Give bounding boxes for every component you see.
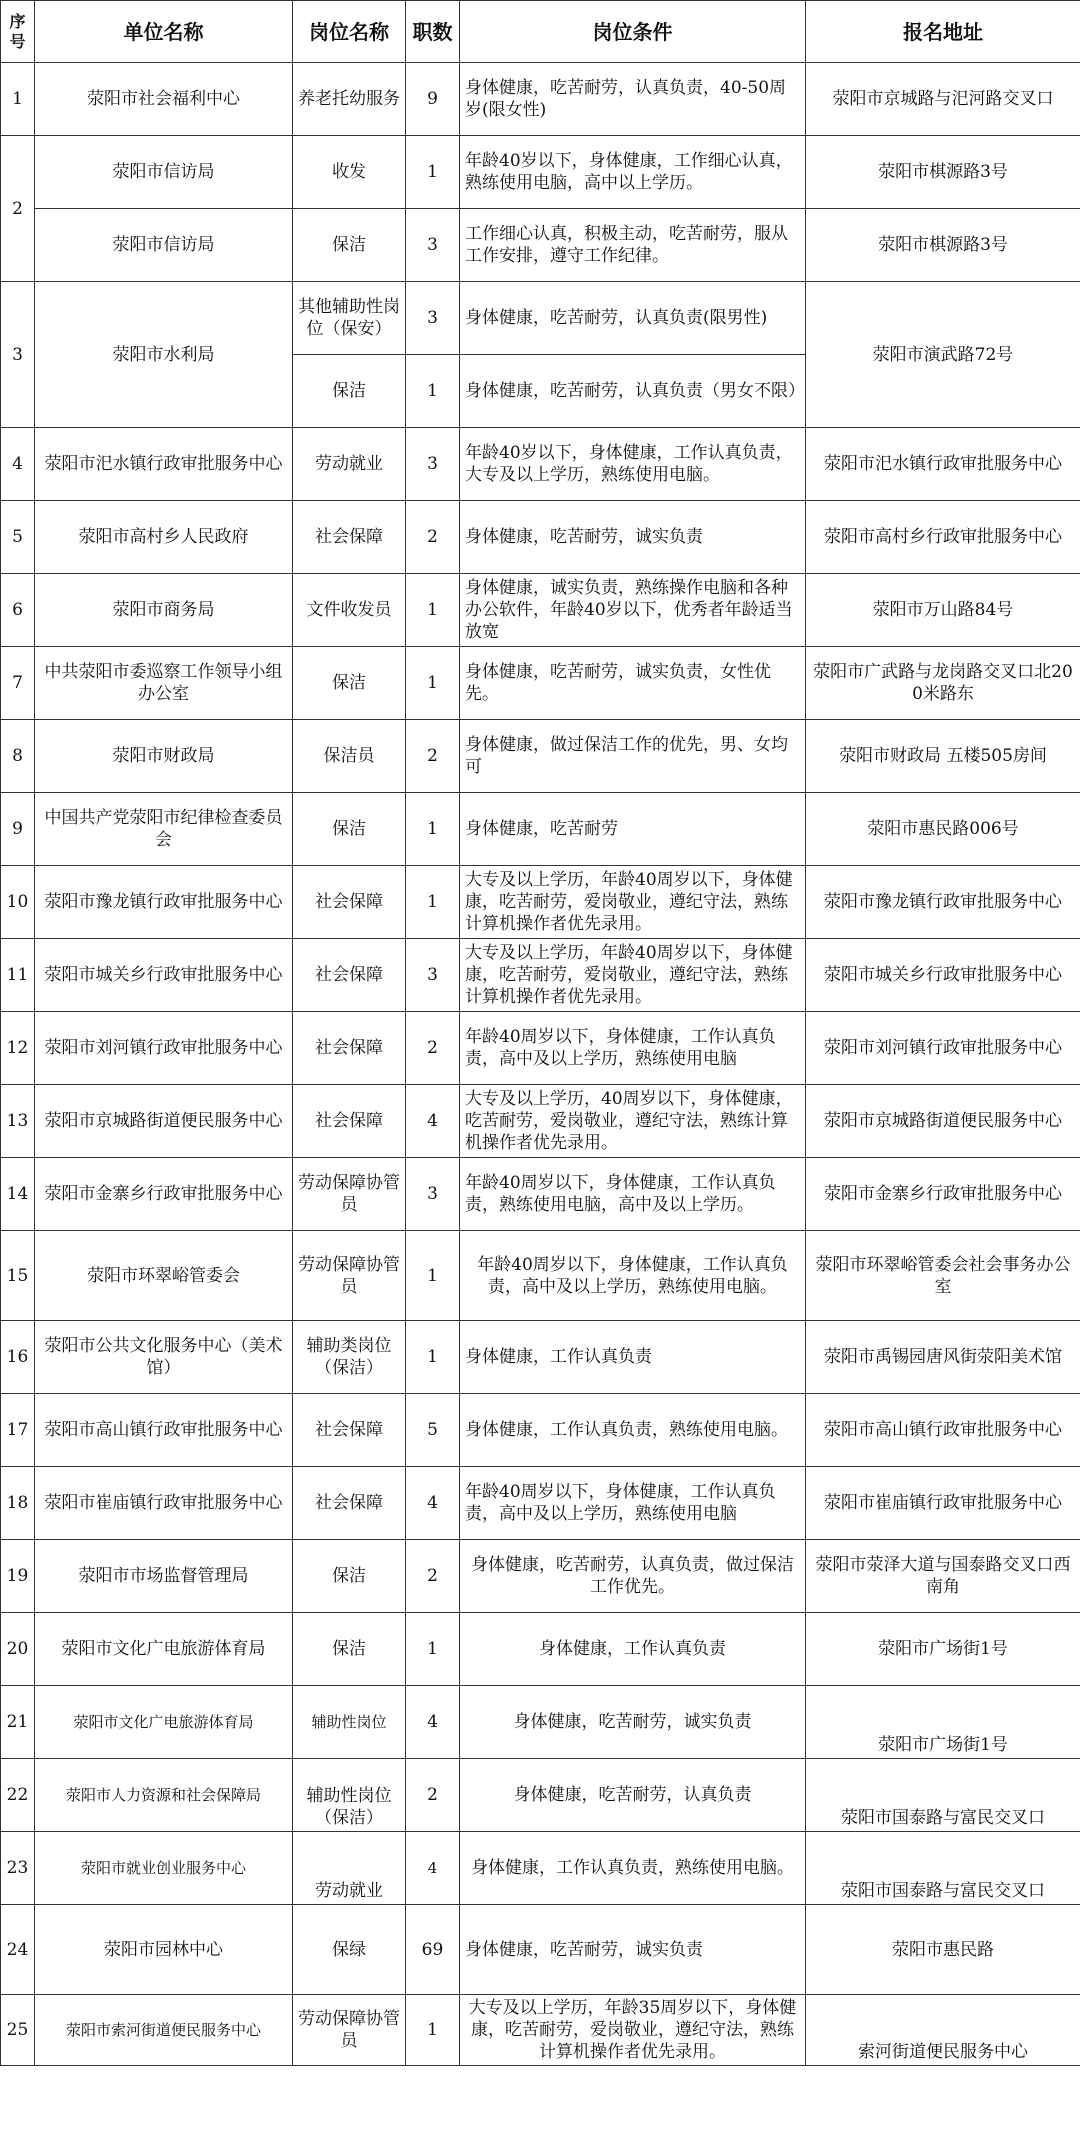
header-row (1, 1, 1080, 63)
unit-name: 荥阳市市场监督管理局 (35, 1540, 293, 1613)
row-no: 13 (1, 1085, 35, 1158)
row-no: 4 (1, 428, 35, 501)
signup-address: 荥阳市国泰路与富民交叉口 (806, 1832, 1080, 1905)
unit-name: 荥阳市高山镇行政审批服务中心 (35, 1394, 293, 1467)
post-count: 4 (406, 1832, 460, 1905)
post-condition: 身体健康，吃苦耐劳，诚实负责，女性优先。 (460, 647, 806, 720)
unit-name: 荥阳市公共文化服务中心（美术馆） (35, 1321, 293, 1394)
post-condition: 身体健康，吃苦耐劳，认真负责，做过保洁工作优先。 (460, 1540, 806, 1613)
unit-name: 中共荥阳市委巡察工作领导小组办公室 (35, 647, 293, 720)
post-name: 辅助性岗位（保洁） (293, 1759, 406, 1832)
row-no: 1 (1, 63, 35, 136)
row-no: 14 (1, 1158, 35, 1231)
table-row (1, 793, 1080, 866)
row-no: 10 (1, 866, 35, 939)
post-condition: 身体健康，诚实负责，熟练操作电脑和各种办公软件，年龄40岁以下，优秀者年龄适当放宽 (460, 574, 806, 647)
header-unit: 单位名称 (35, 1, 293, 63)
post-condition: 身体健康，吃苦耐劳，认真负责（男女不限） (460, 355, 806, 428)
post-condition: 工作细心认真，积极主动，吃苦耐劳，服从工作安排，遵守工作纪律。 (460, 209, 806, 282)
signup-address: 荥阳市高村乡行政审批服务中心 (806, 501, 1080, 574)
post-condition: 身体健康，工作认真负责 (460, 1613, 806, 1686)
post-name: 收发 (293, 136, 406, 209)
post-condition: 大专及以上学历，年龄40周岁以下，身体健康，吃苦耐劳，爱岗敬业，遵纪守法，熟练计算机操作者优先录用。 (460, 866, 806, 939)
post-count: 2 (406, 720, 460, 793)
post-condition: 年龄40岁以下，身体健康，工作认真负责，大专及以上学历，熟练使用电脑。 (460, 428, 806, 501)
post-count: 4 (406, 1467, 460, 1540)
post-name: 社会保障 (293, 501, 406, 574)
signup-address: 荥阳市荥泽大道与国泰路交叉口西南角 (806, 1540, 1080, 1613)
post-name: 保洁 (293, 1540, 406, 1613)
table-row (1, 647, 1080, 720)
post-condition: 年龄40周岁以下，身体健康，工作认真负责，高中及以上学历，熟练使用电脑 (460, 1467, 806, 1540)
table-row (1, 428, 1080, 501)
table-row (1, 1832, 1080, 1905)
signup-address: 荥阳市财政局 五楼505房间 (806, 720, 1080, 793)
signup-address: 荥阳市禹锡园唐风街荥阳美术馆 (806, 1321, 1080, 1394)
post-count: 4 (406, 1085, 460, 1158)
row-no: 19 (1, 1540, 35, 1613)
post-name: 文件收发员 (293, 574, 406, 647)
post-name: 保洁 (293, 647, 406, 720)
table-row (1, 866, 1080, 939)
unit-name: 荥阳市文化广电旅游体育局 (35, 1686, 293, 1759)
post-name: 保洁 (293, 793, 406, 866)
table-row (1, 63, 1080, 136)
table-row (1, 1012, 1080, 1085)
unit-name: 荥阳市金寨乡行政审批服务中心 (35, 1158, 293, 1231)
signup-address: 荥阳市棋源路3号 (806, 136, 1080, 209)
row-no: 22 (1, 1759, 35, 1832)
unit-name: 荥阳市崔庙镇行政审批服务中心 (35, 1467, 293, 1540)
post-name: 劳动就业 (293, 428, 406, 501)
row-no: 8 (1, 720, 35, 793)
unit-name: 荥阳市信访局 (35, 136, 293, 209)
post-count: 1 (406, 1321, 460, 1394)
unit-name: 荥阳市商务局 (35, 574, 293, 647)
post-name: 社会保障 (293, 1394, 406, 1467)
post-count: 2 (406, 501, 460, 574)
signup-address: 荥阳市万山路84号 (806, 574, 1080, 647)
table-row (1, 1085, 1080, 1158)
row-no: 21 (1, 1686, 35, 1759)
post-name: 社会保障 (293, 1012, 406, 1085)
unit-name: 荥阳市就业创业服务中心 (35, 1832, 293, 1905)
post-condition: 年龄40岁以下，身体健康，工作细心认真，熟练使用电脑，高中以上学历。 (460, 136, 806, 209)
row-no: 20 (1, 1613, 35, 1686)
post-count: 9 (406, 63, 460, 136)
signup-address: 荥阳市环翠峪管委会社会事务办公室 (806, 1231, 1080, 1321)
post-condition: 大专及以上学历，40周岁以下，身体健康，吃苦耐劳，爱岗敬业，遵纪守法，熟练计算机操作者优先录用。 (460, 1085, 806, 1158)
post-name: 社会保障 (293, 1467, 406, 1540)
unit-name: 荥阳市城关乡行政审批服务中心 (35, 939, 293, 1012)
post-name: 保绿 (293, 1905, 406, 1995)
post-count: 3 (406, 1158, 460, 1231)
unit-name: 荥阳市水利局 (35, 282, 293, 428)
post-name: 保洁 (293, 355, 406, 428)
table-row (1, 1231, 1080, 1321)
table-row (1, 1540, 1080, 1613)
table-row (1, 136, 1080, 209)
post-condition: 身体健康，工作认真负责 (460, 1321, 806, 1394)
row-no: 6 (1, 574, 35, 647)
post-count: 1 (406, 647, 460, 720)
post-count: 1 (406, 136, 460, 209)
post-count: 3 (406, 939, 460, 1012)
post-condition: 年龄40周岁以下，身体健康，工作认真负责，熟练使用电脑，高中及以上学历。 (460, 1158, 806, 1231)
table-row (1, 1321, 1080, 1394)
post-name: 辅助性岗位 (293, 1686, 406, 1759)
post-count: 4 (406, 1686, 460, 1759)
signup-address: 荥阳市广场街1号 (806, 1613, 1080, 1686)
signup-address: 荥阳市演武路72号 (806, 282, 1080, 428)
signup-address: 荥阳市刘河镇行政审批服务中心 (806, 1012, 1080, 1085)
table-row (1, 1158, 1080, 1231)
post-count: 1 (406, 793, 460, 866)
post-name: 辅助类岗位（保洁） (293, 1321, 406, 1394)
signup-address: 荥阳市崔庙镇行政审批服务中心 (806, 1467, 1080, 1540)
post-count: 2 (406, 1540, 460, 1613)
post-count: 69 (406, 1905, 460, 1995)
row-no: 25 (1, 1995, 35, 2066)
signup-address: 荥阳市高山镇行政审批服务中心 (806, 1394, 1080, 1467)
signup-address: 荥阳市京城路与汜河路交叉口 (806, 63, 1080, 136)
signup-address: 荥阳市广武路与龙岗路交叉口北200米路东 (806, 647, 1080, 720)
post-condition: 大专及以上学历，年龄40周岁以下，身体健康，吃苦耐劳，爱岗敬业，遵纪守法，熟练计算机操作者优先录用。 (460, 939, 806, 1012)
signup-address: 荥阳市汜水镇行政审批服务中心 (806, 428, 1080, 501)
signup-address: 荥阳市广场街1号 (806, 1686, 1080, 1759)
signup-address: 荥阳市豫龙镇行政审批服务中心 (806, 866, 1080, 939)
post-name: 社会保障 (293, 866, 406, 939)
post-condition: 身体健康，吃苦耐劳，认真负责 (460, 1759, 806, 1832)
unit-name: 荥阳市人力资源和社会保障局 (35, 1759, 293, 1832)
post-count: 1 (406, 1231, 460, 1321)
table-row (1, 720, 1080, 793)
post-count: 1 (406, 1613, 460, 1686)
table-row (1, 939, 1080, 1012)
row-no: 3 (1, 282, 35, 428)
row-no: 23 (1, 1832, 35, 1905)
row-no: 5 (1, 501, 35, 574)
post-count: 2 (406, 1012, 460, 1085)
post-condition: 年龄40周岁以下，身体健康，工作认真负责，高中及以上学历，熟练使用电脑 (460, 1012, 806, 1085)
unit-name: 荥阳市社会福利中心 (35, 63, 293, 136)
unit-name: 荥阳市索河街道便民服务中心 (35, 1995, 293, 2066)
table-row (1, 1995, 1080, 2066)
row-no: 9 (1, 793, 35, 866)
post-count: 1 (406, 355, 460, 428)
unit-name: 荥阳市文化广电旅游体育局 (35, 1613, 293, 1686)
unit-name: 荥阳市京城路街道便民服务中心 (35, 1085, 293, 1158)
post-name: 社会保障 (293, 939, 406, 1012)
post-count: 3 (406, 428, 460, 501)
unit-name: 中国共产党荥阳市纪律检查委员会 (35, 793, 293, 866)
header-count: 职数 (406, 1, 460, 63)
row-no: 15 (1, 1231, 35, 1321)
header-post: 岗位名称 (293, 1, 406, 63)
row-no: 16 (1, 1321, 35, 1394)
table-row (1, 574, 1080, 647)
post-count: 1 (406, 1995, 460, 2066)
post-name: 劳动保障协管员 (293, 1231, 406, 1321)
post-condition: 身体健康，吃苦耐劳，诚实负责 (460, 501, 806, 574)
unit-name: 荥阳市高村乡人民政府 (35, 501, 293, 574)
signup-address: 荥阳市金寨乡行政审批服务中心 (806, 1158, 1080, 1231)
post-condition: 身体健康，吃苦耐劳 (460, 793, 806, 866)
header-condition: 岗位条件 (460, 1, 806, 63)
table-row (1, 1905, 1080, 1995)
table-row (1, 209, 1080, 282)
unit-name: 荥阳市财政局 (35, 720, 293, 793)
signup-address: 荥阳市京城路街道便民服务中心 (806, 1085, 1080, 1158)
row-no: 7 (1, 647, 35, 720)
post-name: 养老托幼服务 (293, 63, 406, 136)
post-count: 3 (406, 282, 460, 355)
unit-name: 荥阳市信访局 (35, 209, 293, 282)
post-name: 劳动就业 (293, 1832, 406, 1905)
post-name: 劳动保障协管员 (293, 1158, 406, 1231)
unit-name: 荥阳市汜水镇行政审批服务中心 (35, 428, 293, 501)
signup-address: 荥阳市城关乡行政审批服务中心 (806, 939, 1080, 1012)
row-no: 18 (1, 1467, 35, 1540)
unit-name: 荥阳市园林中心 (35, 1905, 293, 1995)
signup-address: 索河街道便民服务中心 (806, 1995, 1080, 2066)
post-count: 1 (406, 574, 460, 647)
row-no: 11 (1, 939, 35, 1012)
post-condition: 身体健康，吃苦耐劳，认真负责，40-50周岁(限女性) (460, 63, 806, 136)
row-no: 17 (1, 1394, 35, 1467)
post-condition: 大专及以上学历，年龄35周岁以下，身体健康，吃苦耐劳，爱岗敬业，遵纪守法，熟练计算机操作者优先录用。 (460, 1995, 806, 2066)
post-condition: 身体健康，工作认真负责，熟练使用电脑。 (460, 1832, 806, 1905)
post-condition: 身体健康，做过保洁工作的优先，男、女均可 (460, 720, 806, 793)
header-no: 序号 (1, 1, 35, 63)
signup-address: 荥阳市惠民路 (806, 1905, 1080, 1995)
table-row (1, 1759, 1080, 1832)
post-condition: 身体健康，吃苦耐劳，诚实负责 (460, 1905, 806, 1995)
post-condition: 身体健康，吃苦耐劳，认真负责(限男性) (460, 282, 806, 355)
table-row (1, 501, 1080, 574)
table-row (1, 1613, 1080, 1686)
post-count: 3 (406, 209, 460, 282)
unit-name: 荥阳市环翠峪管委会 (35, 1231, 293, 1321)
signup-address: 荥阳市棋源路3号 (806, 209, 1080, 282)
post-name: 保洁 (293, 209, 406, 282)
post-name: 其他辅助性岗位（保安） (293, 282, 406, 355)
header-address: 报名地址 (806, 1, 1080, 63)
table-row (1, 1394, 1080, 1467)
row-no: 2 (1, 136, 35, 282)
unit-name: 荥阳市刘河镇行政审批服务中心 (35, 1012, 293, 1085)
post-name: 保洁员 (293, 720, 406, 793)
signup-address: 荥阳市国泰路与富民交叉口 (806, 1759, 1080, 1832)
post-count: 2 (406, 1759, 460, 1832)
unit-name: 荥阳市豫龙镇行政审批服务中心 (35, 866, 293, 939)
table-row (1, 282, 1080, 355)
post-condition: 年龄40周岁以下，身体健康，工作认真负责，高中及以上学历，熟练使用电脑。 (460, 1231, 806, 1321)
post-condition: 身体健康，吃苦耐劳，诚实负责 (460, 1686, 806, 1759)
post-name: 劳动保障协管员 (293, 1995, 406, 2066)
table-row (1, 1686, 1080, 1759)
table-row (1, 1467, 1080, 1540)
post-count: 1 (406, 866, 460, 939)
post-count: 5 (406, 1394, 460, 1467)
post-condition: 身体健康，工作认真负责，熟练使用电脑。 (460, 1394, 806, 1467)
post-name: 社会保障 (293, 1085, 406, 1158)
row-no: 24 (1, 1905, 35, 1995)
signup-address: 荥阳市惠民路006号 (806, 793, 1080, 866)
post-name: 保洁 (293, 1613, 406, 1686)
row-no: 12 (1, 1012, 35, 1085)
